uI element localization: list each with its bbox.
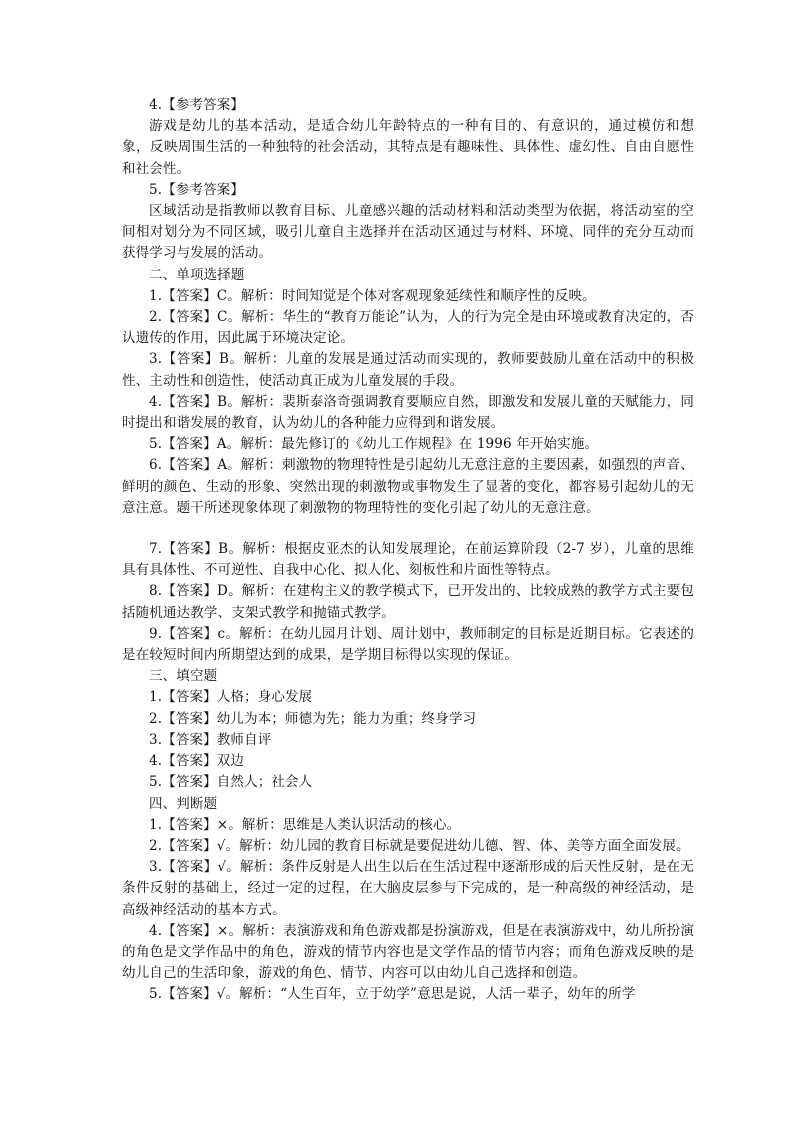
blank-line — [122, 519, 694, 539]
answer-item: 1.【答案】C。解析：时间知觉是个体对客观现象延续性和顺序性的反映。 — [149, 287, 596, 304]
answer-item: 3.【答案】B。解析：儿童的发展是通过活动而实现的，教师要鼓励儿童在活动中的积极性、主动性和创造性，使活动真正成为儿童发展的手段。 — [122, 351, 694, 389]
answer-item: 4.【答案】×。解析：表演游戏和角色游戏都是扮演游戏，但是在表演游戏中，幼儿所扮演的角色是文学作品中的角色，游戏的情节内容也是文学作品的情节内容；而角色游戏反映的是幼儿自己的生活印象，游戏的角色、情节、内容可以由幼儿自己选择和创造。 — [122, 922, 694, 982]
answer-item: 2.【答案】幼儿为本；师德为先；能力为重；终身学习 — [149, 710, 477, 727]
answer-item: 7.【答案】B。解析：根据皮亚杰的认知发展理论，在前运算阶段（2-7 岁），儿童的思维具有具体性、不可逆性、自我中心化、拟人化、刻板性和片面性等特点。 — [122, 541, 694, 579]
answer-heading-q5: 5.【参考答案】 — [149, 181, 245, 198]
answer-item: 5.【答案】自然人；社会人 — [149, 774, 313, 791]
answer-item: 2.【答案】C。解析：华生的“教育万能论”认为，人的行为完全是由环境或教育决定的，否认遗传的作用，因此属于环境决定论。 — [122, 309, 694, 347]
answer-item: 4.【答案】双边 — [149, 753, 245, 770]
answer-item: 6.【答案】A。解析：刺激物的物理特性是引起幼儿无意注意的主要因素，如强烈的声音、鲜明的颜色、生动的形象、突然出现的刺激物或事物发生了显著的变化，都容易引起幼儿的无意注意。题干所述现象体现了刺激物的物理特性的变化引起了幼儿的无意注意。 — [122, 457, 694, 516]
answer-text-body — [122, 95, 694, 1006]
answer-item: 5.【答案】√。解析：“人生百年，立于幼学”意思是说，人活一辈子，幼年的所学 — [149, 986, 636, 1003]
answer-item: 1.【答案】×。解析：思维是人类认识活动的核心。 — [149, 816, 461, 833]
section-heading-fill-blank: 三、填空题 — [149, 668, 218, 685]
answer-item: 1.【答案】人格；身心发展 — [149, 689, 313, 706]
answer-item: 3.【答案】√。解析：条件反射是人出生以后在生活过程中逐渐形成的后天性反射，是在无条件反射的基础上，经过一定的过程，在大脑皮层参与下完成的，是一种高级的神经活动，是高级神经活动的基本方式。 — [122, 859, 694, 918]
answer-item: 5.【答案】A。解析：最先修订的《幼儿工作规程》在 1996 年开始实施。 — [149, 436, 599, 453]
answer-paragraph: 区域活动是指教师以教育目标、儿童感兴趣的活动材料和活动类型为依据，将活动室的空间相对划分为不同区域，吸引儿童自主选择并在活动区通过与材料、环境、同伴的充分互动而获得学习与发展的活动。 — [122, 203, 694, 262]
answer-item: 9.【答案】c。解析：在幼儿园月计划、周计划中，教师制定的目标是近期目标。它表述的是在较短时间内所期望达到的成果，是学期目标得以实现的保证。 — [122, 625, 694, 664]
section-heading-true-false: 四、判断题 — [149, 795, 218, 812]
answer-item: 4.【答案】B。解析：裴斯泰洛奇强调教育要顺应自然，即激发和发展儿童的天赋能力，同时提出和谐发展的教育，认为幼儿的各种能力应得到和谐发展。 — [122, 393, 694, 432]
answer-item: 2.【答案】√。解析：幼儿园的教育目标就是要促进幼儿德、智、体、美等方面全面发展。 — [149, 837, 690, 854]
section-heading-single-choice: 二、单项选择题 — [149, 266, 245, 283]
answer-heading-q4: 4.【参考答案】 — [149, 97, 245, 113]
answer-item: 8.【答案】D。解析：在建构主义的教学模式下，已开发出的、比较成熟的教学方式主要包括随机通达教学、支架式教学和抛锚式教学。 — [122, 583, 694, 621]
answer-item: 3.【答案】教师自评 — [149, 731, 272, 748]
answer-paragraph: 游戏是幼儿的基本活动，是适合幼儿年龄特点的一种有目的、有意识的，通过模仿和想象，反映周围生活的一种独特的社会活动，其特点是有趣味性、具体性、虚幻性、自由自愿性和社会性。 — [122, 118, 694, 177]
